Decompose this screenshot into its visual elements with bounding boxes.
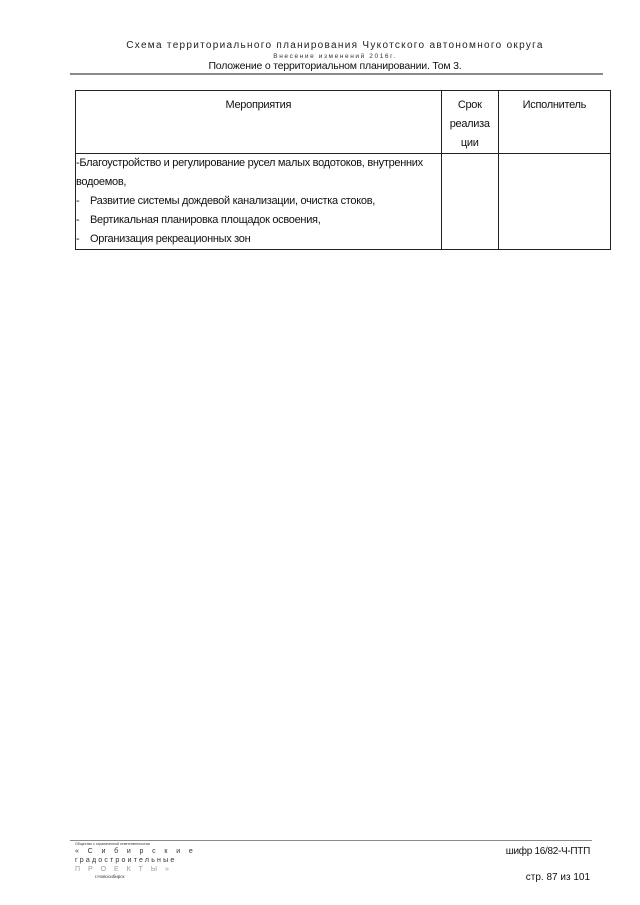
term-cell: [441, 154, 498, 250]
column-header-executor: Исполнитель: [498, 91, 610, 154]
logo-city: г.Новосибирск: [95, 874, 125, 879]
list-item: [76, 211, 441, 230]
list-item-text: -Благоустройство и регулирование русел малых водотоков, внутренних водоемов,: [76, 157, 423, 188]
list-item-text: Развитие системы дождевой канализации, очистка стоков,: [90, 195, 375, 207]
document-title: Схема территориального планирования Чукотского автономного округа: [126, 40, 544, 51]
document-cipher: шифр 16/82-Ч-ПТП: [505, 846, 590, 857]
header-divider: [70, 73, 603, 75]
column-header-term: [441, 91, 498, 154]
list-item-dash: -: [76, 214, 80, 226]
column-header-term-label: Срок реализа ции: [449, 99, 490, 149]
list-item-dash: -: [76, 195, 80, 207]
list-item: [76, 192, 441, 211]
document-volume: Положение о территориальном планировании. Том 3.: [208, 60, 462, 72]
measures-table: [75, 90, 611, 250]
column-header-measures: Мероприятия: [76, 91, 442, 154]
executor-cell: [498, 154, 610, 250]
measures-cell: [76, 154, 442, 250]
list-item-dash: -: [76, 233, 80, 245]
logo-line-2: градостроительные: [75, 857, 177, 864]
company-logo: [75, 842, 197, 880]
table-header-row: [76, 91, 611, 154]
table-row: [76, 154, 611, 250]
list-item: [76, 230, 441, 249]
logo-line-1: « С и б и р с к и е: [75, 848, 197, 855]
logo-org-text: Общество с ограниченной ответственностью: [75, 842, 151, 846]
document-subtitle: Внесение изменений 2016г.: [273, 53, 397, 60]
page-number: стр. 87 из 101: [525, 872, 590, 883]
footer-divider: [70, 840, 592, 841]
logo-line-3: П Р О Е К Т Ы »: [75, 866, 172, 873]
list-item: [76, 154, 441, 192]
list-item-text: Вертикальная планировка площадок освоения,: [90, 214, 321, 226]
list-item-text: Организация рекреационных зон: [90, 233, 251, 245]
